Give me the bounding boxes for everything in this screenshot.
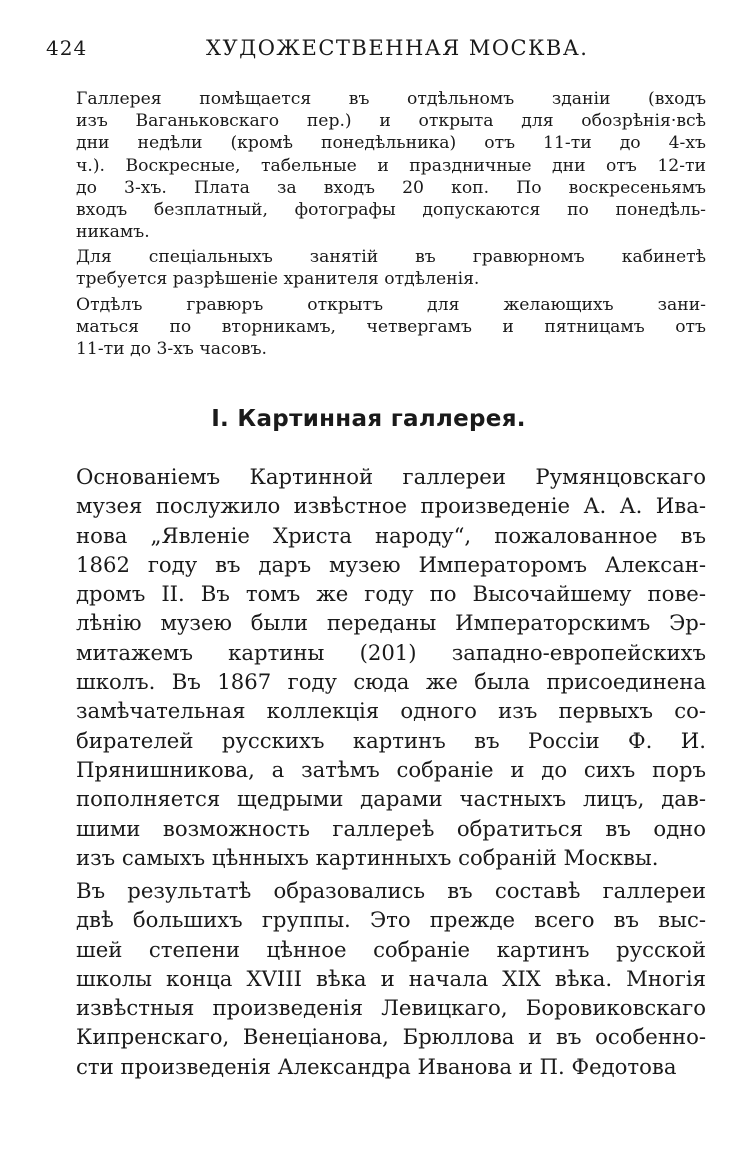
text-line: школы конца XVIII вѣка и начала XIX вѣка. Многiя <box>76 965 706 991</box>
section-paragraph-1 <box>76 462 706 872</box>
running-title: ХУДОЖЕСТВЕННАЯ МОСКВА. <box>206 36 589 60</box>
text-line: 11-ти до 3-хъ часовъ. <box>76 339 267 360</box>
text-line: Прянишникова, а затѣмъ собранiе и до сихъ поръ <box>76 756 706 782</box>
text-line: двѣ большихъ группы. Это прежде всего въ выс- <box>76 907 706 933</box>
intro-paragraph-1 <box>76 88 706 243</box>
text-line: шими возможность галлереѣ обратиться въ одно <box>76 815 706 841</box>
text-line: митажемъ картины (201) западно-европейскихъ <box>76 639 706 665</box>
text-line: бирателей русскихъ картинъ въ Россiи Ф. И. <box>76 727 706 753</box>
text-line: изъ Ваганьковскаго пер.) и открыта для обозрѣнiя·всѣ <box>76 111 706 132</box>
text-line: замѣчательная коллекцiя одного изъ первыхъ со- <box>76 698 706 724</box>
text-line: Основанiемъ Картинной галлереи Румянцовскаго <box>76 464 706 489</box>
text-line: дромъ II. Въ томъ же году по Высочайшему пове- <box>76 581 706 607</box>
text-line: Въ результатѣ образовались въ составѣ галлереи <box>76 878 706 903</box>
intro-paragraph-3 <box>76 294 706 361</box>
text-line: сти произведенiя Александра Иванова и П. Федотова <box>76 1053 677 1079</box>
text-line: никамъ. <box>76 222 150 243</box>
text-line: до 3-хъ. Плата за входъ 20 коп. По воскресеньямъ <box>76 177 706 198</box>
text-line: музея послужило извѣстное произведенiе А. А. Ива- <box>76 493 706 519</box>
text-line: Для спецiальныхъ занятiй въ гравюрномъ кабинетѣ <box>76 247 706 267</box>
text-line: школъ. Въ 1867 году сюда же была присоединена <box>76 669 706 695</box>
text-line: ч.). Воскресные, табельные и праздничные дни отъ 12-ти <box>76 155 706 176</box>
text-line: Кипренскаго, Венецiанова, Брюллова и въ особенно- <box>76 1024 706 1050</box>
section-paragraph-2 <box>76 876 706 1081</box>
intro-paragraph-2 <box>76 246 706 290</box>
text-line: нова „Явленiе Христа народу“, пожалованное въ <box>76 522 706 548</box>
text-line: извѣстныя произведенiя Левицкаго, Боровиковскаго <box>76 995 706 1021</box>
section-title: I. Картинная галлерея. <box>211 406 526 432</box>
page-number: 424 <box>46 36 88 60</box>
text-line: пополняется щедрыми дарами частныхъ лицъ, дав- <box>76 786 706 812</box>
text-line: входъ безплатный, фотографы допускаются по понедѣль- <box>76 200 706 221</box>
text-line: лѣнiю музею были переданы Императорскимъ Эр- <box>76 610 706 636</box>
text-line: требуется разрѣшенiе хранителя отдѣленiя. <box>76 269 480 290</box>
text-line: шей степени цѣнное собранiе картинъ русской <box>76 936 706 962</box>
text-line: изъ самыхъ цѣнныхъ картинныхъ собранiй Москвы. <box>76 844 659 870</box>
page-header <box>46 34 702 68</box>
text-line: Отдѣлъ гравюръ открытъ для желающихъ зани- <box>76 295 706 315</box>
text-line: маться по вторникамъ, четвергамъ и пятницамъ отъ <box>76 317 706 338</box>
text-line: 1862 году въ даръ музею Императоромъ Алексан- <box>76 551 706 577</box>
text-line: дни недѣли (кромѣ понедѣльника) отъ 11-ти до 4-хъ <box>76 133 706 154</box>
text-line: Галлерея помѣщается въ отдѣльномъ зданiи (входъ <box>76 89 706 109</box>
